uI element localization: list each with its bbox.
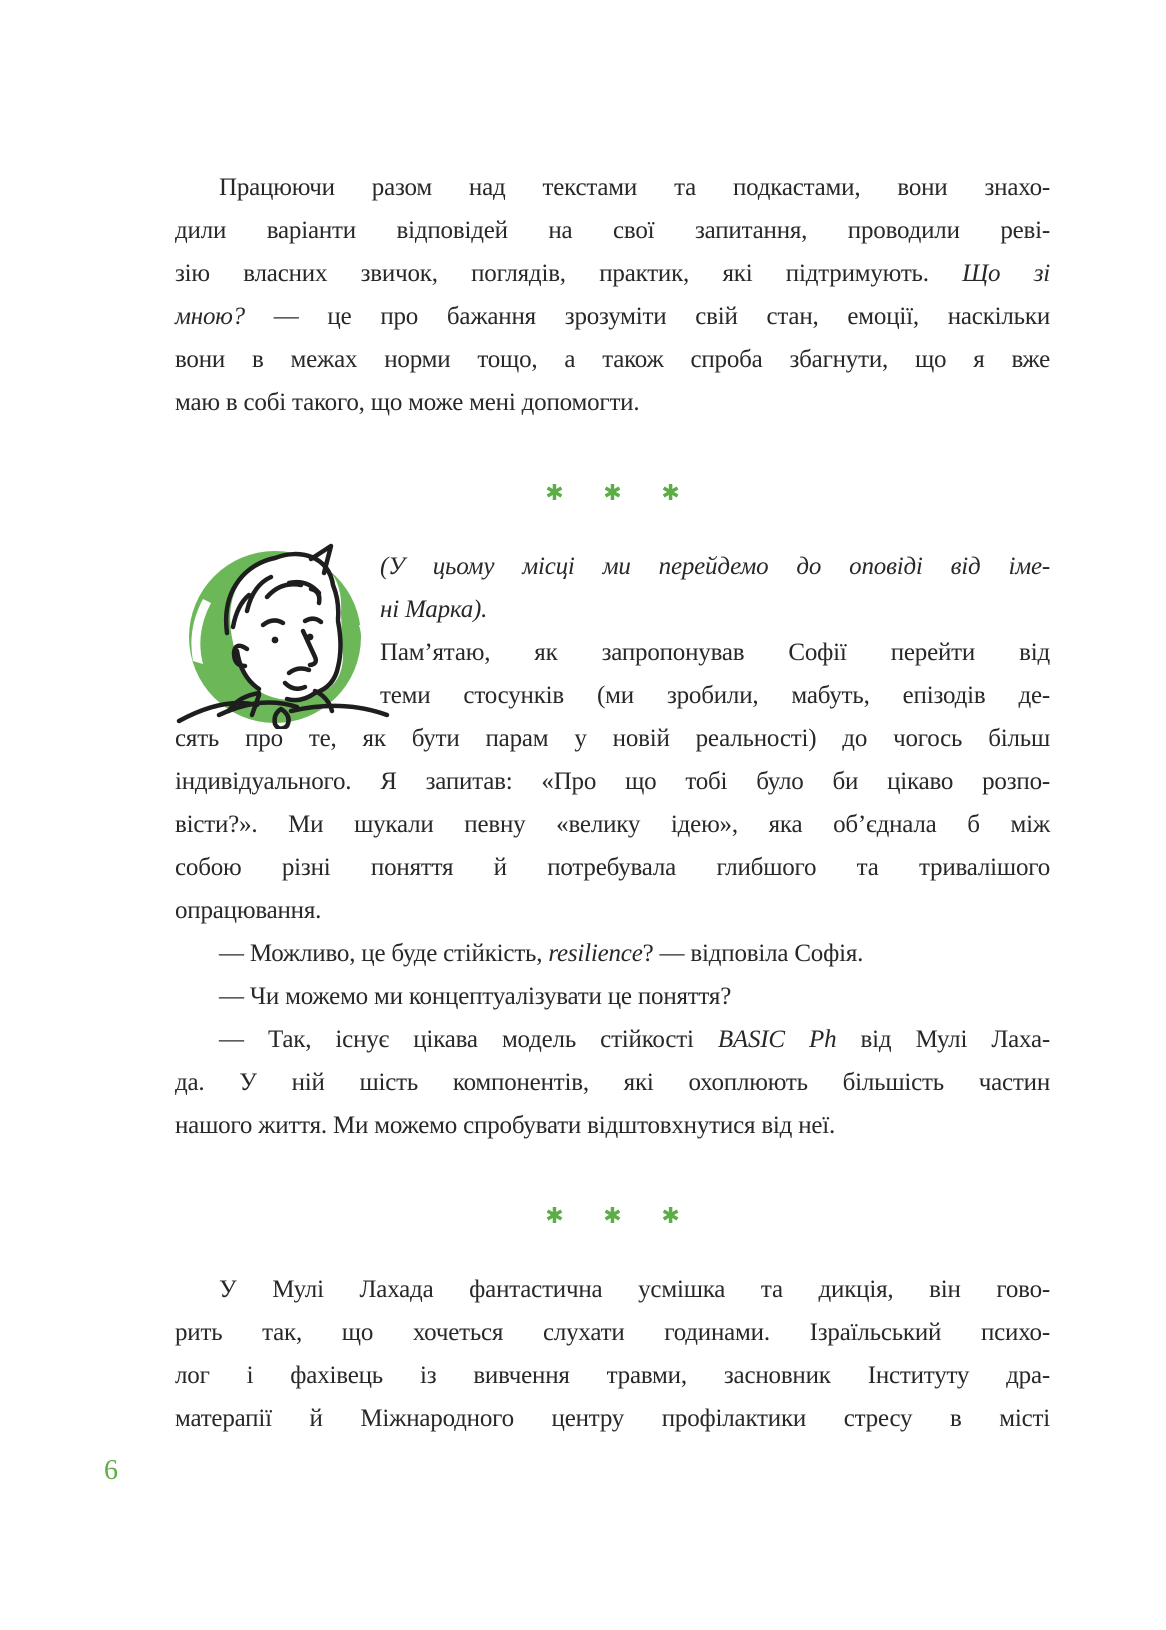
text-line	[175, 760, 1050, 803]
text-run: матерапії й Міжнародного центру профілактики стресу в місті	[175, 1405, 1050, 1432]
text-run: — Так, існує цікава модель стійкості	[219, 1026, 718, 1053]
text-line	[175, 1354, 1050, 1397]
text-run: Працюючи разом над текстами та подкастами, вони знахо-	[219, 174, 1050, 201]
text-line	[175, 166, 1050, 209]
text-line	[175, 1018, 1050, 1061]
text-line	[175, 846, 1050, 889]
dialogue-line-sofia	[175, 932, 1050, 975]
text-run: теми стосунків (ми зробили, мабуть, епізодів де-	[380, 682, 1050, 709]
italic-text-run: мною?	[175, 303, 245, 330]
text-run: лог і фахівець із вивчення травми, засновник Інституту дра-	[175, 1362, 1050, 1389]
text-line	[175, 1104, 1050, 1147]
text-run: ? — відповіла Софія.	[642, 940, 864, 967]
text-line	[175, 1061, 1050, 1104]
paragraph-lahad	[175, 1268, 1050, 1440]
dialogue-line-question	[175, 975, 1050, 1018]
man-portrait-sketch-icon	[163, 533, 398, 729]
text-run: рить так, що хочеться слухати годинами. Ізраїльський психо-	[175, 1319, 1050, 1346]
italic-text-run: ні Марка).	[380, 596, 488, 623]
text-run: опрацювання.	[175, 897, 322, 924]
text-run: сять про те, як бути парам у новій реальності) до чогось більш	[175, 725, 1050, 752]
text-run: У Мулі Лахада фантастична усмішка та дикція, він гово-	[219, 1276, 1050, 1303]
text-run: від Мулі Лаха-	[836, 1026, 1050, 1053]
text-line	[175, 1311, 1050, 1354]
page-number: 6	[104, 1455, 118, 1486]
text-line	[175, 209, 1050, 252]
text-line	[175, 932, 1050, 975]
text-line	[175, 975, 1050, 1018]
text-line	[175, 889, 1050, 932]
paragraph-intro	[175, 166, 1050, 424]
text-run: да. У ній шість компонентів, які охоплюють більшість частин	[175, 1069, 1050, 1096]
text-line	[175, 1397, 1050, 1440]
text-run: — Чи можемо ми концептуалізувати це поняття?	[219, 983, 732, 1010]
text-line	[175, 803, 1050, 846]
text-line	[175, 338, 1050, 381]
italic-text-run: (У цьому місці ми перейдемо до оповіді від іме-	[380, 553, 1050, 580]
page-body	[175, 166, 1050, 1440]
text-run: — Можливо, це буде стійкість,	[219, 940, 549, 967]
dialogue-line-basicph	[175, 1018, 1050, 1147]
text-run: вісти?». Ми шукали певну «велику ідею», яка об’єднала б між	[175, 811, 1050, 838]
text-run: маю в собі такого, що може мені допомогти.	[175, 389, 640, 416]
text-line	[175, 1268, 1050, 1311]
text-run: собою різні поняття й потребувала глибшого та тривалішого	[175, 854, 1050, 881]
text-run: — це про бажання зрозуміти свій стан, емоції, наскільки	[244, 303, 1050, 330]
italic-text-run: Що зі	[962, 260, 1051, 287]
text-run: вони в межах норми тощо, а також спроба збагнути, що я вже	[175, 346, 1050, 373]
text-run: індивідуального. Я запитав: «Про що тобі було би цікаво розпо-	[175, 768, 1050, 795]
man-portrait-illustration	[175, 545, 380, 717]
italic-text-run: BASIC Ph	[717, 1026, 837, 1053]
text-line	[175, 381, 1050, 424]
text-run: нашого життя. Ми можемо спробувати відштовхнутися від неї.	[175, 1112, 836, 1139]
text-line	[175, 295, 1050, 338]
text-run: Пам’ятаю, як запропонував Софії перейти від	[380, 639, 1050, 666]
text-line	[175, 252, 1050, 295]
text-run: зію власних звичок, поглядів, практик, які підтримують.	[175, 260, 963, 287]
asterisk-separator: ✱ ✱ ✱	[545, 481, 696, 506]
asterisk-separator: ✱ ✱ ✱	[545, 1204, 696, 1229]
italic-text-run: resilience	[548, 940, 643, 967]
text-run: дили варіанти відповідей на свої запитання, проводили реві-	[175, 217, 1050, 244]
